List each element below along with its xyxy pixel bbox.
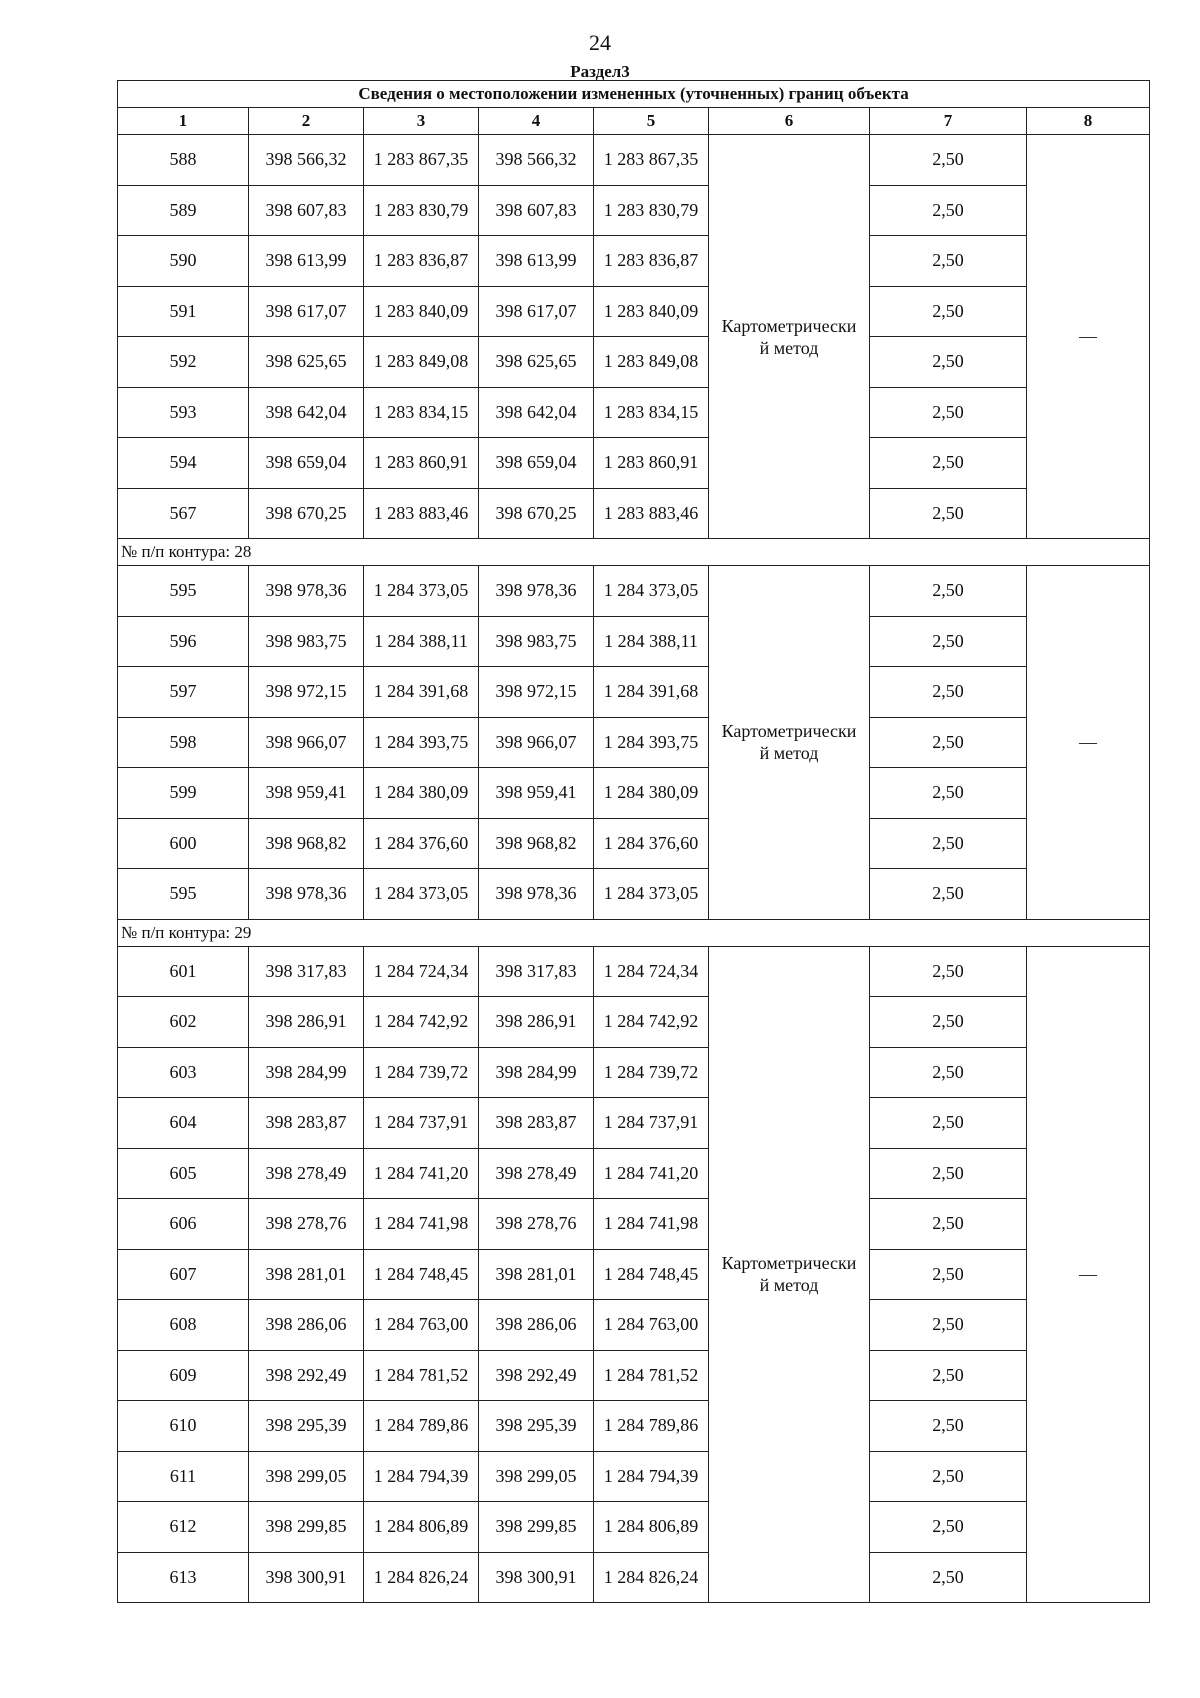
x-new: 398 300,91 bbox=[479, 1552, 594, 1603]
x-new: 398 607,83 bbox=[479, 185, 594, 236]
x-new: 398 617,07 bbox=[479, 286, 594, 337]
y-new: 1 284 373,05 bbox=[594, 566, 709, 617]
x-existing: 398 613,99 bbox=[249, 236, 364, 287]
y-new: 1 284 380,09 bbox=[594, 768, 709, 819]
method-line: й метод bbox=[759, 743, 819, 764]
x-existing: 398 972,15 bbox=[249, 667, 364, 718]
y-existing: 1 284 741,20 bbox=[364, 1148, 479, 1199]
accuracy-value: 2,50 bbox=[870, 616, 1027, 667]
table-row bbox=[118, 616, 1150, 667]
point-number: 592 bbox=[118, 337, 249, 388]
table-row bbox=[118, 135, 1150, 186]
column-number: 7 bbox=[870, 108, 1027, 135]
table-row bbox=[118, 438, 1150, 489]
y-new: 1 284 373,05 bbox=[594, 869, 709, 920]
point-number: 609 bbox=[118, 1350, 249, 1401]
column-number: 4 bbox=[479, 108, 594, 135]
x-existing: 398 283,87 bbox=[249, 1098, 364, 1149]
y-existing: 1 283 834,15 bbox=[364, 387, 479, 438]
point-number: 589 bbox=[118, 185, 249, 236]
y-new: 1 284 391,68 bbox=[594, 667, 709, 718]
y-new: 1 284 737,91 bbox=[594, 1098, 709, 1149]
x-existing: 398 959,41 bbox=[249, 768, 364, 819]
y-existing: 1 284 393,75 bbox=[364, 717, 479, 768]
point-number: 605 bbox=[118, 1148, 249, 1199]
x-existing: 398 317,83 bbox=[249, 946, 364, 997]
point-number: 611 bbox=[118, 1451, 249, 1502]
point-number: 595 bbox=[118, 566, 249, 617]
x-new: 398 978,36 bbox=[479, 566, 594, 617]
method-cell bbox=[709, 135, 870, 539]
table-row bbox=[118, 997, 1150, 1048]
accuracy-value: 2,50 bbox=[870, 768, 1027, 819]
y-existing: 1 284 373,05 bbox=[364, 869, 479, 920]
y-new: 1 284 376,60 bbox=[594, 818, 709, 869]
column-number: 8 bbox=[1027, 108, 1150, 135]
x-new: 398 281,01 bbox=[479, 1249, 594, 1300]
method-cell bbox=[709, 946, 870, 1603]
method-line: Картометрически bbox=[721, 315, 857, 336]
accuracy-value: 2,50 bbox=[870, 566, 1027, 617]
accuracy-value: 2,50 bbox=[870, 1148, 1027, 1199]
dash-cell: — bbox=[1027, 135, 1150, 539]
method-line: Картометрически bbox=[721, 721, 857, 742]
x-existing: 398 292,49 bbox=[249, 1350, 364, 1401]
column-number-row bbox=[118, 108, 1150, 135]
y-existing: 1 284 794,39 bbox=[364, 1451, 479, 1502]
point-number: 593 bbox=[118, 387, 249, 438]
x-existing: 398 281,01 bbox=[249, 1249, 364, 1300]
accuracy-value: 2,50 bbox=[870, 387, 1027, 438]
table-row bbox=[118, 1451, 1150, 1502]
table-row bbox=[118, 1148, 1150, 1199]
x-new: 398 642,04 bbox=[479, 387, 594, 438]
column-number: 6 bbox=[709, 108, 870, 135]
accuracy-value: 2,50 bbox=[870, 135, 1027, 186]
accuracy-value: 2,50 bbox=[870, 1552, 1027, 1603]
point-number: 591 bbox=[118, 286, 249, 337]
x-existing: 398 659,04 bbox=[249, 438, 364, 489]
y-existing: 1 283 840,09 bbox=[364, 286, 479, 337]
coordinates-table bbox=[117, 80, 1150, 1603]
x-new: 398 292,49 bbox=[479, 1350, 594, 1401]
column-number: 3 bbox=[364, 108, 479, 135]
table-row bbox=[118, 1199, 1150, 1250]
y-existing: 1 284 741,98 bbox=[364, 1199, 479, 1250]
point-number: 604 bbox=[118, 1098, 249, 1149]
accuracy-value: 2,50 bbox=[870, 717, 1027, 768]
dash-cell: — bbox=[1027, 946, 1150, 1603]
accuracy-value: 2,50 bbox=[870, 997, 1027, 1048]
accuracy-value: 2,50 bbox=[870, 1098, 1027, 1149]
table-row bbox=[118, 1350, 1150, 1401]
x-new: 398 317,83 bbox=[479, 946, 594, 997]
column-number: 5 bbox=[594, 108, 709, 135]
y-existing: 1 284 789,86 bbox=[364, 1401, 479, 1452]
y-existing: 1 284 724,34 bbox=[364, 946, 479, 997]
y-new: 1 284 789,86 bbox=[594, 1401, 709, 1452]
accuracy-value: 2,50 bbox=[870, 286, 1027, 337]
method-line: й метод bbox=[759, 1275, 819, 1296]
table-body bbox=[118, 135, 1150, 1603]
x-existing: 398 968,82 bbox=[249, 818, 364, 869]
x-new: 398 968,82 bbox=[479, 818, 594, 869]
contour-label: № п/п контура: 28 bbox=[118, 539, 1150, 566]
table-row bbox=[118, 1047, 1150, 1098]
x-existing: 398 295,39 bbox=[249, 1401, 364, 1452]
x-existing: 398 670,25 bbox=[249, 488, 364, 539]
y-existing: 1 284 380,09 bbox=[364, 768, 479, 819]
x-existing: 398 617,07 bbox=[249, 286, 364, 337]
y-existing: 1 284 376,60 bbox=[364, 818, 479, 869]
method-line: Картометрически bbox=[721, 1253, 857, 1274]
y-existing: 1 283 830,79 bbox=[364, 185, 479, 236]
y-new: 1 284 748,45 bbox=[594, 1249, 709, 1300]
x-existing: 398 286,06 bbox=[249, 1300, 364, 1351]
x-new: 398 659,04 bbox=[479, 438, 594, 489]
column-number: 2 bbox=[249, 108, 364, 135]
x-existing: 398 278,76 bbox=[249, 1199, 364, 1250]
x-existing: 398 642,04 bbox=[249, 387, 364, 438]
x-new: 398 972,15 bbox=[479, 667, 594, 718]
accuracy-value: 2,50 bbox=[870, 946, 1027, 997]
x-new: 398 278,76 bbox=[479, 1199, 594, 1250]
accuracy-value: 2,50 bbox=[870, 1451, 1027, 1502]
y-new: 1 284 763,00 bbox=[594, 1300, 709, 1351]
table-row bbox=[118, 818, 1150, 869]
contour-label: № п/п контура: 29 bbox=[118, 919, 1150, 946]
y-existing: 1 284 391,68 bbox=[364, 667, 479, 718]
point-number: 567 bbox=[118, 488, 249, 539]
table-row bbox=[118, 717, 1150, 768]
method-cell bbox=[709, 566, 870, 920]
y-existing: 1 283 860,91 bbox=[364, 438, 479, 489]
y-existing: 1 283 849,08 bbox=[364, 337, 479, 388]
y-new: 1 284 781,52 bbox=[594, 1350, 709, 1401]
table-title: Сведения о местоположении измененных (уточненных) границ объекта bbox=[118, 81, 1150, 108]
x-new: 398 966,07 bbox=[479, 717, 594, 768]
y-new: 1 284 741,98 bbox=[594, 1199, 709, 1250]
accuracy-value: 2,50 bbox=[870, 1350, 1027, 1401]
point-number: 597 bbox=[118, 667, 249, 718]
x-new: 398 286,06 bbox=[479, 1300, 594, 1351]
column-number: 1 bbox=[118, 108, 249, 135]
y-new: 1 284 806,89 bbox=[594, 1502, 709, 1553]
accuracy-value: 2,50 bbox=[870, 1401, 1027, 1452]
y-existing: 1 284 373,05 bbox=[364, 566, 479, 617]
x-existing: 398 299,85 bbox=[249, 1502, 364, 1553]
table-row bbox=[118, 566, 1150, 617]
x-new: 398 983,75 bbox=[479, 616, 594, 667]
point-number: 613 bbox=[118, 1552, 249, 1603]
table-row bbox=[118, 185, 1150, 236]
point-number: 600 bbox=[118, 818, 249, 869]
x-existing: 398 966,07 bbox=[249, 717, 364, 768]
y-existing: 1 284 806,89 bbox=[364, 1502, 479, 1553]
section-title: Раздел3 bbox=[570, 62, 630, 81]
y-existing: 1 284 826,24 bbox=[364, 1552, 479, 1603]
x-existing: 398 286,91 bbox=[249, 997, 364, 1048]
page-number: 24 bbox=[589, 30, 611, 55]
point-number: 608 bbox=[118, 1300, 249, 1351]
y-new: 1 283 883,46 bbox=[594, 488, 709, 539]
y-existing: 1 284 763,00 bbox=[364, 1300, 479, 1351]
accuracy-value: 2,50 bbox=[870, 488, 1027, 539]
x-existing: 398 983,75 bbox=[249, 616, 364, 667]
accuracy-value: 2,50 bbox=[870, 667, 1027, 718]
table-row bbox=[118, 1401, 1150, 1452]
y-new: 1 284 724,34 bbox=[594, 946, 709, 997]
y-new: 1 284 739,72 bbox=[594, 1047, 709, 1098]
dash-cell: — bbox=[1027, 566, 1150, 920]
table-row bbox=[118, 1098, 1150, 1149]
point-number: 595 bbox=[118, 869, 249, 920]
y-existing: 1 284 388,11 bbox=[364, 616, 479, 667]
table-row bbox=[118, 1249, 1150, 1300]
y-existing: 1 284 737,91 bbox=[364, 1098, 479, 1149]
x-new: 398 299,85 bbox=[479, 1502, 594, 1553]
table-row bbox=[118, 869, 1150, 920]
x-new: 398 978,36 bbox=[479, 869, 594, 920]
y-existing: 1 284 739,72 bbox=[364, 1047, 479, 1098]
accuracy-value: 2,50 bbox=[870, 185, 1027, 236]
method-line: й метод bbox=[759, 337, 819, 358]
y-existing: 1 283 883,46 bbox=[364, 488, 479, 539]
x-existing: 398 625,65 bbox=[249, 337, 364, 388]
table-row bbox=[118, 488, 1150, 539]
point-number: 606 bbox=[118, 1199, 249, 1250]
table-row bbox=[118, 1552, 1150, 1603]
point-number: 602 bbox=[118, 997, 249, 1048]
y-new: 1 283 840,09 bbox=[594, 286, 709, 337]
contour-label-row bbox=[118, 539, 1150, 566]
x-new: 398 613,99 bbox=[479, 236, 594, 287]
table-row bbox=[118, 236, 1150, 287]
accuracy-value: 2,50 bbox=[870, 337, 1027, 388]
x-new: 398 959,41 bbox=[479, 768, 594, 819]
point-number: 601 bbox=[118, 946, 249, 997]
y-new: 1 283 834,15 bbox=[594, 387, 709, 438]
x-new: 398 278,49 bbox=[479, 1148, 594, 1199]
table-row bbox=[118, 286, 1150, 337]
y-new: 1 284 388,11 bbox=[594, 616, 709, 667]
point-number: 607 bbox=[118, 1249, 249, 1300]
x-new: 398 284,99 bbox=[479, 1047, 594, 1098]
table-row bbox=[118, 337, 1150, 388]
x-new: 398 286,91 bbox=[479, 997, 594, 1048]
x-existing: 398 566,32 bbox=[249, 135, 364, 186]
accuracy-value: 2,50 bbox=[870, 236, 1027, 287]
y-existing: 1 283 867,35 bbox=[364, 135, 479, 186]
y-new: 1 283 836,87 bbox=[594, 236, 709, 287]
y-existing: 1 284 781,52 bbox=[364, 1350, 479, 1401]
point-number: 596 bbox=[118, 616, 249, 667]
contour-label-row bbox=[118, 919, 1150, 946]
x-new: 398 625,65 bbox=[479, 337, 594, 388]
y-new: 1 283 849,08 bbox=[594, 337, 709, 388]
x-existing: 398 607,83 bbox=[249, 185, 364, 236]
y-existing: 1 283 836,87 bbox=[364, 236, 479, 287]
point-number: 603 bbox=[118, 1047, 249, 1098]
x-existing: 398 978,36 bbox=[249, 869, 364, 920]
table-row bbox=[118, 768, 1150, 819]
point-number: 590 bbox=[118, 236, 249, 287]
accuracy-value: 2,50 bbox=[870, 438, 1027, 489]
point-number: 594 bbox=[118, 438, 249, 489]
table-row bbox=[118, 1300, 1150, 1351]
y-new: 1 283 860,91 bbox=[594, 438, 709, 489]
y-existing: 1 284 742,92 bbox=[364, 997, 479, 1048]
accuracy-value: 2,50 bbox=[870, 818, 1027, 869]
accuracy-value: 2,50 bbox=[870, 1199, 1027, 1250]
y-existing: 1 284 748,45 bbox=[364, 1249, 479, 1300]
x-new: 398 566,32 bbox=[479, 135, 594, 186]
table-row bbox=[118, 387, 1150, 438]
y-new: 1 283 830,79 bbox=[594, 185, 709, 236]
table-row bbox=[118, 946, 1150, 997]
x-new: 398 295,39 bbox=[479, 1401, 594, 1452]
point-number: 599 bbox=[118, 768, 249, 819]
accuracy-value: 2,50 bbox=[870, 869, 1027, 920]
y-new: 1 283 867,35 bbox=[594, 135, 709, 186]
y-new: 1 284 794,39 bbox=[594, 1451, 709, 1502]
y-new: 1 284 826,24 bbox=[594, 1552, 709, 1603]
y-new: 1 284 741,20 bbox=[594, 1148, 709, 1199]
x-existing: 398 278,49 bbox=[249, 1148, 364, 1199]
x-existing: 398 978,36 bbox=[249, 566, 364, 617]
x-new: 398 670,25 bbox=[479, 488, 594, 539]
point-number: 612 bbox=[118, 1502, 249, 1553]
x-new: 398 283,87 bbox=[479, 1098, 594, 1149]
table-row bbox=[118, 1502, 1150, 1553]
y-new: 1 284 393,75 bbox=[594, 717, 709, 768]
y-new: 1 284 742,92 bbox=[594, 997, 709, 1048]
accuracy-value: 2,50 bbox=[870, 1502, 1027, 1553]
accuracy-value: 2,50 bbox=[870, 1249, 1027, 1300]
x-new: 398 299,05 bbox=[479, 1451, 594, 1502]
point-number: 598 bbox=[118, 717, 249, 768]
accuracy-value: 2,50 bbox=[870, 1047, 1027, 1098]
x-existing: 398 299,05 bbox=[249, 1451, 364, 1502]
x-existing: 398 300,91 bbox=[249, 1552, 364, 1603]
x-existing: 398 284,99 bbox=[249, 1047, 364, 1098]
point-number: 610 bbox=[118, 1401, 249, 1452]
table-row bbox=[118, 667, 1150, 718]
accuracy-value: 2,50 bbox=[870, 1300, 1027, 1351]
point-number: 588 bbox=[118, 135, 249, 186]
